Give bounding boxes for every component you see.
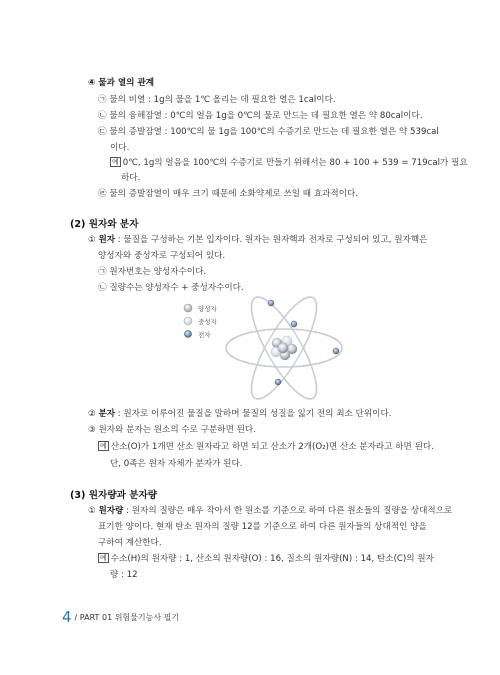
list-item: ㉠ 원자번호는 양성자수이다. xyxy=(98,267,207,277)
example-note-continuation: 단, 0족은 원자 자체가 분자가 된다. xyxy=(110,459,243,469)
page-footer xyxy=(62,608,179,626)
electron xyxy=(275,379,281,385)
list-item: ㉣ 물의 증발잠열이 매우 크기 때문에 소화약제로 쓰일 때 효과적이다. xyxy=(98,189,359,199)
example-note: 예 수소(H)의 원자량 : 1, 산소의 원자량(O) : 16, 질소의 원자량(N) : 14, 탄소(C)의 원자 xyxy=(100,554,434,564)
paragraph-continuation: 구하여 계산한다. xyxy=(98,538,162,548)
example-tag: 예 xyxy=(100,442,107,450)
proton-legend-icon xyxy=(184,304,192,312)
section-title: (3) 원자량과 분자량 xyxy=(70,490,157,501)
example-note-continuation: 량 : 12 xyxy=(110,570,138,580)
paragraph-continuation: 양성자와 중성자로 구성되어 있다. xyxy=(98,251,226,261)
section-title: (2) 원자와 분자 xyxy=(70,219,139,230)
legend xyxy=(184,304,218,339)
page-number: 4 xyxy=(62,608,72,626)
legend-label-neutron: 중성자 xyxy=(198,318,217,326)
electron xyxy=(291,321,297,327)
electron-legend-icon xyxy=(185,331,192,338)
electron xyxy=(268,300,274,306)
legend-label-proton: 양성자 xyxy=(198,305,217,313)
legend-label-electron: 전자 xyxy=(198,331,211,339)
list-item-continuation: 이다. xyxy=(110,143,130,153)
nucleus xyxy=(264,328,304,368)
example-note-continuation: 하다. xyxy=(121,173,141,183)
neutron-legend-icon xyxy=(184,317,192,325)
list-item: ㉠ 물의 비열 : 1g의 물을 1℃ 올리는 데 필요한 열은 1cal이다. xyxy=(98,95,336,105)
paragraph: ② 분자 : 원자로 이루어진 물질을 말하며 물질의 성질을 잃기 전의 최소 단위이다. xyxy=(88,409,392,419)
paragraph: ① 원자량 : 원자의 질량은 매우 작아서 한 원소를 기준으로 하여 다른 원소들의 질량을 상대적으로 xyxy=(88,506,453,516)
example-tag: 예 xyxy=(100,554,107,562)
atom-diagram xyxy=(176,290,366,400)
paragraph: ① 원자 : 물질을 구성하는 기본 입자이다. 원자는 원자핵과 전자로 구성되어 있고, 원자핵은 xyxy=(88,235,428,245)
list-item: ㉡ 물의 융해잠열 : 0℃의 얼음 1g을 0℃의 물로 만드는 데 필요한 열은 약 80cal이다. xyxy=(98,111,423,121)
paragraph-continuation: 표기한 양이다. 현재 탄소 원자의 질량 12를 기준으로 하여 다른 원자들의 상대적인 양을 xyxy=(98,522,427,532)
paragraph: ③ 원자와 분자는 원소의 수로 구분하면 된다. xyxy=(88,425,256,435)
list-item: ㉢ 물의 증발잠열 : 100℃의 물 1g을 100℃의 수증기로 만드는 데 필요한 열은 약 539cal xyxy=(98,127,439,137)
electron xyxy=(333,348,339,354)
example-note: 예 산소(O)가 1개면 산소 원자라고 하면 되고 산소가 2개(O₂)면 산소 분자라고 하면 된다. xyxy=(100,442,434,452)
footer-text: / PART 01 위험물기능사 필기 xyxy=(74,613,180,622)
example-note: 예 0℃, 1g의 얼음을 100℃의 수증기로 만들기 위해서는 80 + 100 + 539 = 719cal가 필요 xyxy=(112,158,468,168)
subsection-heading: ④ 물과 열의 관계 xyxy=(88,78,155,88)
list-item: ㉡ 질량수는 양성자수 + 중성자수이다. xyxy=(98,283,244,293)
example-tag: 예 xyxy=(112,158,119,166)
